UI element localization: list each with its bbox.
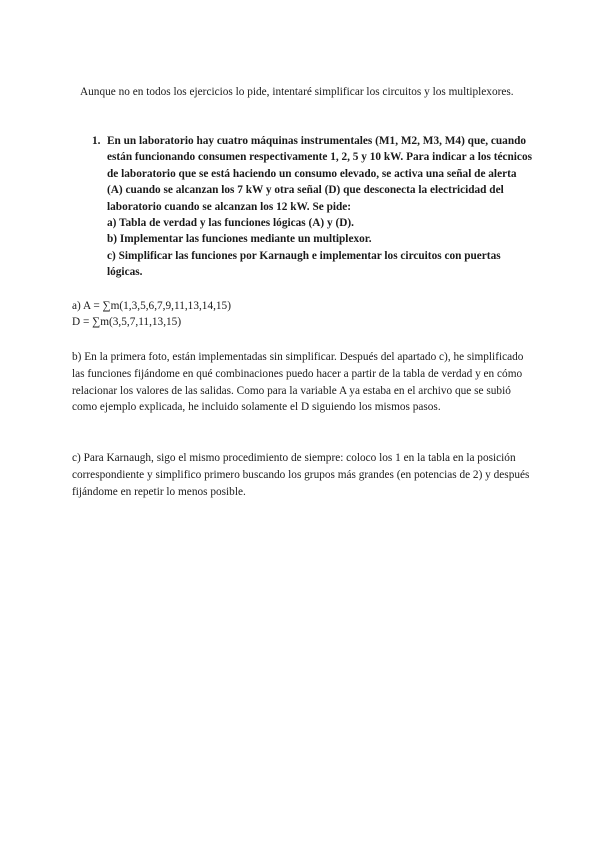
exercise-question (92, 133, 532, 281)
answer-formulas (72, 298, 532, 330)
formula-a: a) A = ∑m(1,3,5,6,7,9,11,13,14,15) (72, 300, 231, 312)
question-part-a: a) Tabla de verdad y las funciones lógicas (A) y (D). (107, 217, 354, 230)
answer-paragraph-c: c) Para Karnaugh, sigo el mismo procedimiento de siempre: coloco los 1 en la tabla en la posición correspondiente y simplifico primero buscando los grupos más grandes (en potencias de 2) y después fijándome en repetir lo menos posible. (72, 452, 530, 498)
question-number: 1. (92, 135, 101, 147)
question-statement: En un laboratorio hay cuatro máquinas instrumentales (M1, M2, M3, M4) que, cuando están funcionando consumen respectivamente 1, 2, 5 y 10 kW. Para indicar a los técnicos de laboratorio que se está haciendo un consumo elevado, se activa una señal de alerta (A) cuando se alcanzan los 7 kW y otra señal (D) que desconecta la electricidad del laboratorio cuando se alcanzan los 12 kW. Se pide: (107, 135, 532, 213)
question-part-b: b) Implementar las funciones mediante un multiplexor. (107, 233, 372, 246)
intro-paragraph: Aunque no en todos los ejercicios lo pide, intentaré simplificar los circuitos y los multiplexores. (80, 86, 514, 98)
answer-paragraph-b: b) En la primera foto, están implementadas sin simplificar. Después del apartado c), he simplificado las funciones fijándome en qué combinaciones puedo hacer a partir de la tabla de verdad y en cómo relacionar los valores de las salidas. Como para la variable A ya estaba en el archivo que se subió como ejemplo explicada, he incluido solamente el D siguiendo los mismos pasos. (72, 351, 524, 414)
formula-d: D = ∑m(3,5,7,11,13,15) (72, 316, 182, 328)
question-part-c: c) Simplificar las funciones por Karnaugh e implementar los circuitos con puertas lógicas. (107, 249, 501, 279)
question-body (107, 133, 532, 281)
